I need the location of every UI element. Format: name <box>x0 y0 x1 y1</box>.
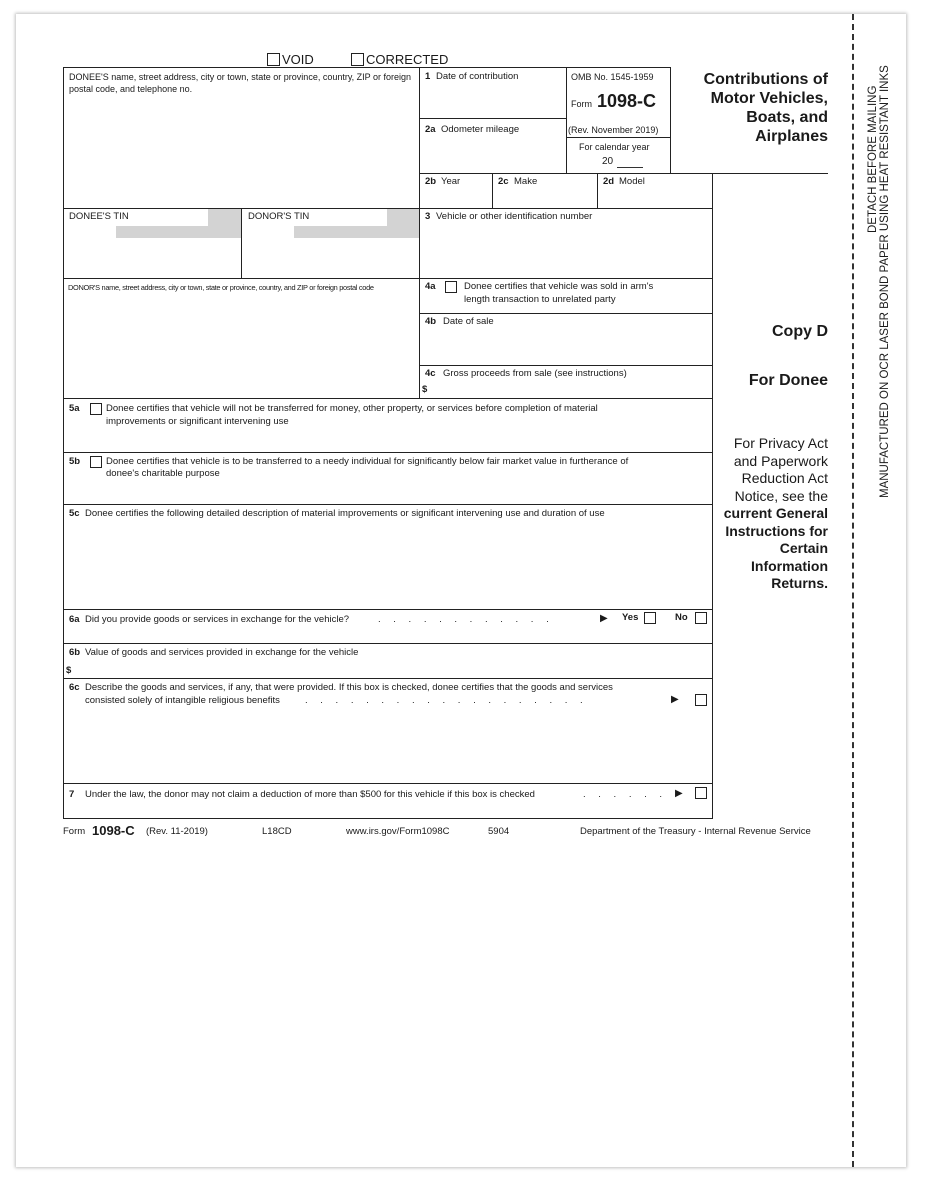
box5a-line-2: improvements or significant intervening use <box>106 416 289 427</box>
box5c-number: 5c <box>69 508 80 519</box>
donor-top <box>63 278 712 279</box>
donor-tin-shade-2 <box>387 209 419 238</box>
privacy-line-3: Reduction Act <box>741 470 828 486</box>
box6b-label: Value of goods and services provided in exchange for the vehicle <box>85 647 359 658</box>
box4a-line-1: Donee certifies that vehicle was sold in arm's <box>464 281 654 292</box>
title-line-3: Boats, and <box>746 109 828 126</box>
corrected-checkbox[interactable] <box>351 53 364 66</box>
privacy-line-7: Certain <box>779 540 828 556</box>
privacy-line-5: current General <box>723 505 828 521</box>
privacy-line-6: Instructions for <box>725 522 828 539</box>
form-revision: (Rev. November 2019) <box>568 125 659 135</box>
box4b-number: 4b <box>425 316 437 327</box>
box1-label: Date of contribution <box>436 71 519 82</box>
form-prefix: Form <box>571 99 592 109</box>
box6a-number: 6a <box>69 614 80 625</box>
privacy-line-4: Notice, see the <box>734 487 828 504</box>
footer-department: Department of the Treasury - Internal Revenue Service <box>580 826 811 837</box>
box4a-line-2: length transaction to unrelated party <box>464 294 616 305</box>
box6a-leader-dots: . . . . . . . . . . . . <box>378 614 554 625</box>
box6c-line-2: consisted solely of intangible religious benefits <box>85 695 280 706</box>
4c-top <box>419 365 712 366</box>
box6c-line-1: Describe the goods and services, if any, that were provided. If this box is checked, donee certifies that the goods and services <box>85 682 613 693</box>
footer-code: L18CD <box>262 826 292 837</box>
donee-tin-shade <box>116 226 208 238</box>
donor-tin-shade <box>294 226 387 238</box>
donee-info-label: DONEE'S name, street address, city or town, state or province, country, ZIP or foreign postal code, and telephone no. <box>69 72 412 94</box>
form-title <box>660 70 828 146</box>
box6a-no-label: No <box>675 612 688 623</box>
box4c-number: 4c <box>425 368 436 379</box>
calendar-year-prefix: 20 <box>602 156 614 167</box>
box6b-dollar: $ <box>66 665 72 676</box>
box1-number: 1 <box>425 71 431 82</box>
box4a-checkbox[interactable] <box>445 281 457 293</box>
side-manufactured-text: MANUFACTURED ON OCR LASER BOND PAPER USING HEAT RESISTANT INKS <box>879 65 891 498</box>
box2-top <box>419 173 828 174</box>
box5b-number: 5b <box>69 456 81 467</box>
6a-top <box>63 609 712 610</box>
box6c-arrow-icon: ▶ <box>671 694 679 705</box>
title-line-2: Motor Vehicles, <box>710 90 828 107</box>
box6a-yes-label: Yes <box>622 612 639 623</box>
box6a-yes-checkbox[interactable] <box>644 612 656 624</box>
footer-form-name: 1098-C <box>92 823 135 838</box>
box5b-line-2: donee's charitable purpose <box>106 468 220 479</box>
5c-top <box>63 504 712 505</box>
privacy-line-1: For Privacy Act <box>733 435 828 451</box>
privacy-line-9: Returns. <box>771 575 828 591</box>
box6c-leader-dots: . . . . . . . . . . . . . . . . . . . <box>305 695 588 706</box>
box3-number: 3 <box>425 211 431 222</box>
box6b-number: 6b <box>69 647 81 658</box>
box2c-label: Make <box>514 176 538 187</box>
box2b-label: Year <box>441 176 461 187</box>
7-top <box>63 783 712 784</box>
donor-tin-label: DONOR'S TIN <box>248 211 310 222</box>
footer-cat-number: 5904 <box>488 826 510 837</box>
form-name: 1098-C <box>597 91 657 111</box>
footer-url: www.irs.gov/Form1098C <box>346 826 450 837</box>
privacy-line-2: and Paperwork <box>733 452 828 469</box>
box2c-number: 2c <box>498 176 509 187</box>
box5b-checkbox[interactable] <box>90 456 102 468</box>
void-checkbox[interactable] <box>267 53 280 66</box>
box6a-arrow-icon: ▶ <box>600 613 608 624</box>
box6a-no-checkbox[interactable] <box>695 612 707 624</box>
box5a-line-1: Donee certifies that vehicle will not be transferred for money, other property, or services before completion of material <box>106 403 598 414</box>
omb-number: OMB No. 1545-1959 <box>571 72 654 82</box>
void-label: VOID <box>282 52 314 67</box>
perforation-line <box>852 14 854 1167</box>
box7-arrow-icon: ▶ <box>675 788 683 799</box>
box6c-checkbox[interactable] <box>695 694 707 706</box>
left-border <box>63 67 64 819</box>
donee-tin-shade-2 <box>208 209 241 238</box>
box7-number: 7 <box>69 789 75 800</box>
title-line-4: Airplanes <box>755 128 828 145</box>
box2d-number: 2d <box>603 176 615 187</box>
box2d-label: Model <box>619 176 645 187</box>
6c-top <box>63 678 712 679</box>
box6a-label: Did you provide goods or services in exchange for the vehicle? <box>85 614 350 625</box>
omb-divider <box>566 67 567 173</box>
footer-form-prefix: Form <box>63 826 86 837</box>
side-detach-text: DETACH BEFORE MAILING <box>867 85 879 233</box>
box6c-number: 6c <box>69 682 80 693</box>
4b-top <box>419 313 712 314</box>
donor-info-label: DONOR'S name, street address, city or town, state or province, country, and ZIP or foreign postal code <box>68 283 374 292</box>
box2a-label: Odometer mileage <box>441 124 520 135</box>
rev-line <box>566 137 670 138</box>
title-line-1: Contributions of <box>703 71 828 88</box>
box4a-number: 4a <box>425 281 436 292</box>
5b-top <box>63 452 712 453</box>
footer-revision: (Rev. 11-2019) <box>146 826 208 837</box>
2c-2d-divider <box>597 173 598 208</box>
copy-label: Copy D <box>772 323 828 340</box>
box7-leader-dots: . . . . . . <box>583 789 668 800</box>
calendar-year-label: For calendar year <box>579 142 650 152</box>
2b-2c-divider <box>492 173 493 208</box>
corrected-label: CORRECTED <box>366 52 449 67</box>
privacy-notice <box>712 435 828 593</box>
box2a-number: 2a <box>425 124 436 135</box>
box2b-number: 2b <box>425 176 437 187</box>
box1-bottom <box>419 118 566 119</box>
6b-top <box>63 643 712 644</box>
mid-divider <box>419 67 420 398</box>
for-donee-label: For Donee <box>748 372 828 389</box>
calendar-year-blank[interactable] <box>617 167 643 168</box>
box5a-number: 5a <box>69 403 80 414</box>
box5a-checkbox[interactable] <box>90 403 102 415</box>
box7-checkbox[interactable] <box>695 787 707 799</box>
top-border <box>63 67 671 68</box>
box4c-label: Gross proceeds from sale (see instructions) <box>443 368 627 379</box>
form-bottom <box>63 818 712 819</box>
box7-label: Under the law, the donor may not claim a deduction of more than $500 for this vehicle if this box is checked <box>85 789 535 800</box>
box4c-dollar: $ <box>422 384 428 395</box>
donee-tin-label: DONEE'S TIN <box>69 211 129 222</box>
box3-label: Vehicle or other identification number <box>436 211 593 222</box>
box4b-label: Date of sale <box>443 316 494 327</box>
box5b-line-1: Donee certifies that vehicle is to be transferred to a needy individual for significantly below fair market value in furtherance of <box>106 456 629 467</box>
5a-top <box>63 398 712 399</box>
privacy-line-8: Information <box>751 557 828 574</box>
tin-divider <box>241 208 242 278</box>
box5c-label: Donee certifies the following detailed description of material improvements or significant intervening use and duration of use <box>85 508 605 519</box>
